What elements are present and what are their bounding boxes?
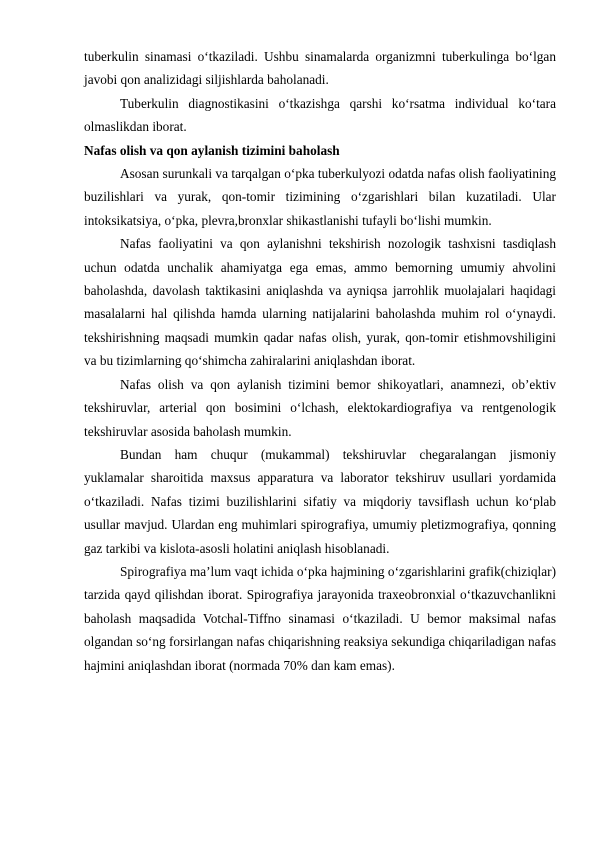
paragraph-tuberculin-contraindication: Tuberkulin diagnostikasini o‘tkazishga qarshi ko‘rsatma individual ko‘tara olmaslikdan iborat. <box>84 95 556 135</box>
document-page <box>84 45 556 677</box>
section-heading: Nafas olish va qon aylanish tizimini baholash <box>84 142 340 158</box>
paragraph-tuberculin-test-intro: tuberkulin sinamasi o‘tkaziladi. Ushbu sinamalarda organizmni tuberkulinga bo‘lgan javobi qon analizidagi siljishlarda baholanadi. <box>84 49 556 88</box>
paragraph-spirography: Spirografiya ma’lum vaqt ichida o‘pka hajmining o‘zgarishlarini grafik(chiziqlar) tarzida qayd qilishdan iborat. Spirografiya jarayonida traxeobronxial o‘tkazuvchanlikni baholash maqsadida Votchal-Tiffno sinamasi o‘tkaziladi. U bemor maksimal nafas olgandan so‘ng forsirlangan nafas chiqarishning reaksiya sekundiga chiqariladigan nafas hajmini aniqlashdan iborat (normada 70% dan kam emas). <box>84 563 556 673</box>
paragraph-advanced-tests: Bundan ham chuqur (mukammal) tekshiruvlar chegaralangan jismoniy yuklamalar sharoitida maxsus apparatura va laborator tekshiruv usullari yordamida o‘tkaziladi. Nafas tizimi buzilishlarini sifatiy va miqdoriy tavsiflash uchun ko‘plab usullar mavjud. Ulardan eng muhimlari spirografiya, umumiy pletizmografiya, qonning gaz tarkibi va kislota-asosli holatini aniqlash hisoblanadi. <box>84 446 556 556</box>
paragraph-tuberculosis-respiratory: Asosan surunkali va tarqalgan o‘pka tuberkulyozi odatda nafas olish faoliyatining buzilishlari va yurak, qon-tomir tizimining o‘zgarishlari bilan kuzatiladi. Ular intoksikatsiya, o‘pka, plevra,bronxlar shikastlanishi tufayli bo‘lishi mumkin. <box>84 166 556 228</box>
paragraph-examination-importance: Nafas faoliyatini va qon aylanishni tekshirish nozologik tashxisni tasdiqlash uchun odatda unchalik ahamiyatga ega emas, ammo bemorning umumiy ahvolini baholashda, davolash taktikasini aniqlashda va ayniqsa jarrohlik muolajalari haqidagi masalalarni hal qilishda hamda ularning natijalarini baholashda muhim rol o‘ynaydi. tekshirishning maqsadi mumkin qadar nafas olish, yurak, qon-tomir etishmovshiligini va bu tizimlarning qo‘shimcha zahiralarini aniqlashdan iborat. <box>84 236 556 369</box>
paragraph-assessment-methods: Nafas olish va qon aylanish tizimini bemor shikoyatlari, anamnezi, ob’ektiv tekshiruvlar, arterial qon bosimini o‘lchash, elektokardiografiya va rentgenologik tekshiruvlar asosida baholash mumkin. <box>84 376 556 439</box>
